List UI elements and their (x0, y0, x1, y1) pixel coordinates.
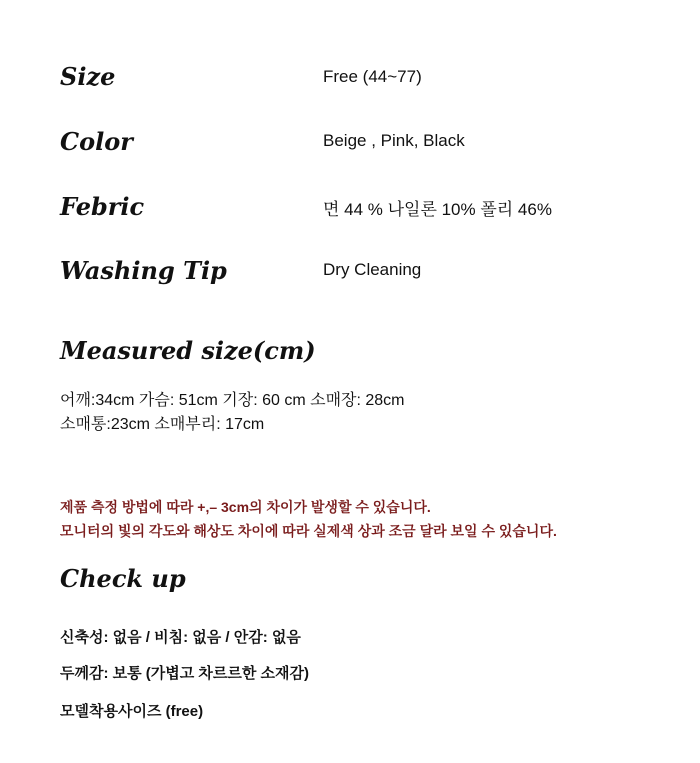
color-notice: 모니터의 빛의 각도와 해상도 차이에 따라 실제색 상과 조금 달라 보일 수 있습니다. (60, 523, 557, 539)
measurement-notice: 제품 측정 방법에 따라 +,– 3cm의 차이가 발생할 수 있습니다. (60, 499, 431, 515)
fabric-label: Febric (60, 192, 145, 221)
measured-size-title: Measured size(cm) (60, 336, 316, 365)
size-label: Size (60, 62, 116, 91)
color-value: Beige , Pink, Black (323, 131, 465, 150)
washing-tip-value: Dry Cleaning (323, 260, 422, 279)
measurements-line-2: 소매통:23cm 소매부리: 17cm (60, 416, 265, 433)
color-label: Color (60, 127, 133, 156)
fabric-value: 면 44 % 나일론 10% 폴리 46% (323, 200, 552, 219)
check-up-item-model-size: 모델착용사이즈 (free) (60, 703, 204, 720)
check-up-item-stretch: 신축성: 없음 / 비침: 없음 / 안감: 없음 (60, 629, 301, 646)
check-up-item-thickness: 두께감: 보통 (가볍고 차르르한 소재감) (60, 665, 310, 682)
washing-tip-label: Washing Tip (60, 256, 227, 285)
check-up-title: Check up (60, 564, 186, 593)
size-value: Free (44~77) (323, 67, 422, 86)
measurements-line-1: 어깨:34cm 가슴: 51cm 기장: 60 cm 소매장: 28cm (60, 392, 405, 409)
